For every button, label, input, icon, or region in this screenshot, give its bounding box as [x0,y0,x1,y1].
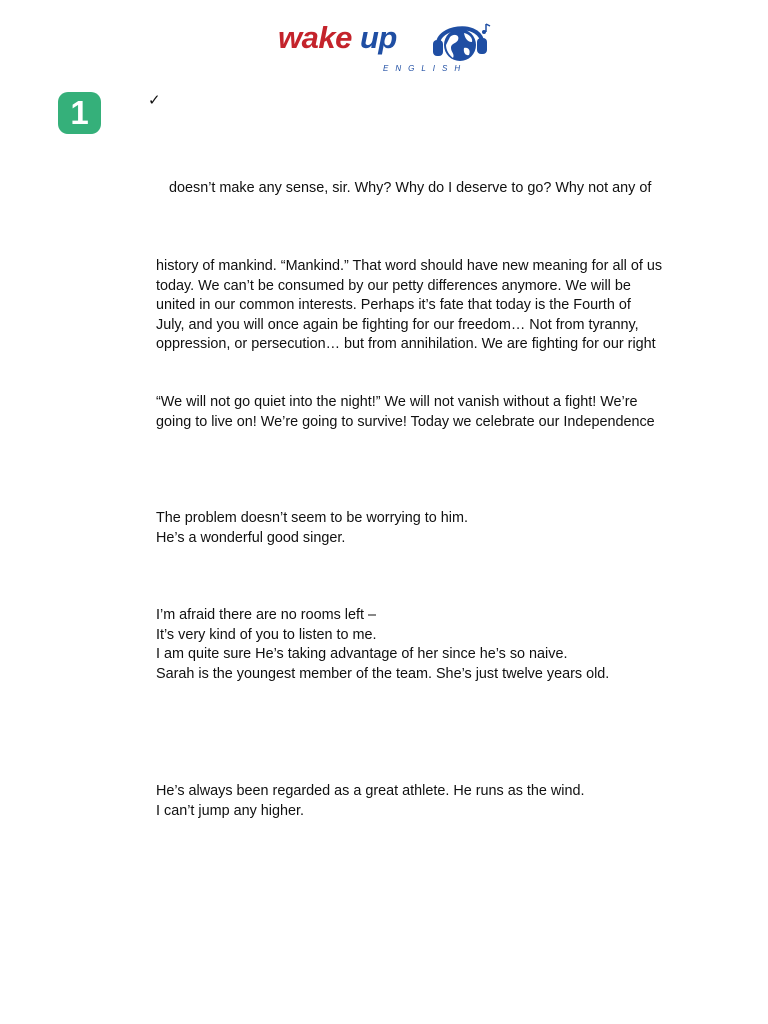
text-line: doesn’t make any sense, sir. Why? Why do I deserve to go? Why not any of [169,180,652,196]
logo-wordmark [278,18,397,58]
text-line: “We will not go quiet into the night!” We will not vanish without a fight! We’re [156,394,638,410]
speech-paragraph-2 [156,257,662,355]
sentence: I am quite sure He’s taking advantage of her since he’s so naive. [156,646,568,662]
wake-up-english-logo [278,16,498,76]
logo-subtitle: ENGLISH [383,64,468,73]
globe-headphones-icon [424,18,496,64]
sentence: It’s very kind of you to listen to me. [156,626,377,643]
sentence-group-1 [156,509,468,548]
text-line: going to live on! We’re going to survive! Today we celebrate our Independence [156,413,655,430]
sentence: The problem doesn’t seem to be worrying to him. [156,510,468,526]
speech-paragraph-3 [156,393,655,432]
text-line: oppression, or persecution… but from annihilation. We are fighting for our right [156,336,656,352]
text-line: united in our common interests. Perhaps it’s fate that today is the Fourth of [156,297,631,313]
text-line: July, and you will once again be fighting for our freedom… Not from tyranny, [156,316,639,333]
sentence: I’m afraid there are no rooms left – [156,607,376,623]
text-line: today. We can’t be consumed by our petty differences anymore. We will be [156,277,631,294]
sentence-group-3 [156,782,585,821]
check-mark-icon: ✓ [148,91,161,109]
logo-word-up: up [359,20,397,55]
logo-word-wake: wake [278,20,352,55]
exercise-number-badge: 1 [58,92,101,134]
sentence: I can’t jump any higher. [156,802,304,819]
sentence: He’s always been regarded as a great athlete. He runs as the wind. [156,783,585,799]
sentence-group-2 [156,606,609,684]
text-line: history of mankind. “Mankind.” That word should have new meaning for all of us [156,258,663,274]
sentence: He’s a wonderful good singer. [156,529,346,546]
speech-line-1 [169,179,651,199]
sentence: Sarah is the youngest member of the team. She’s just twelve years old. [156,665,610,682]
